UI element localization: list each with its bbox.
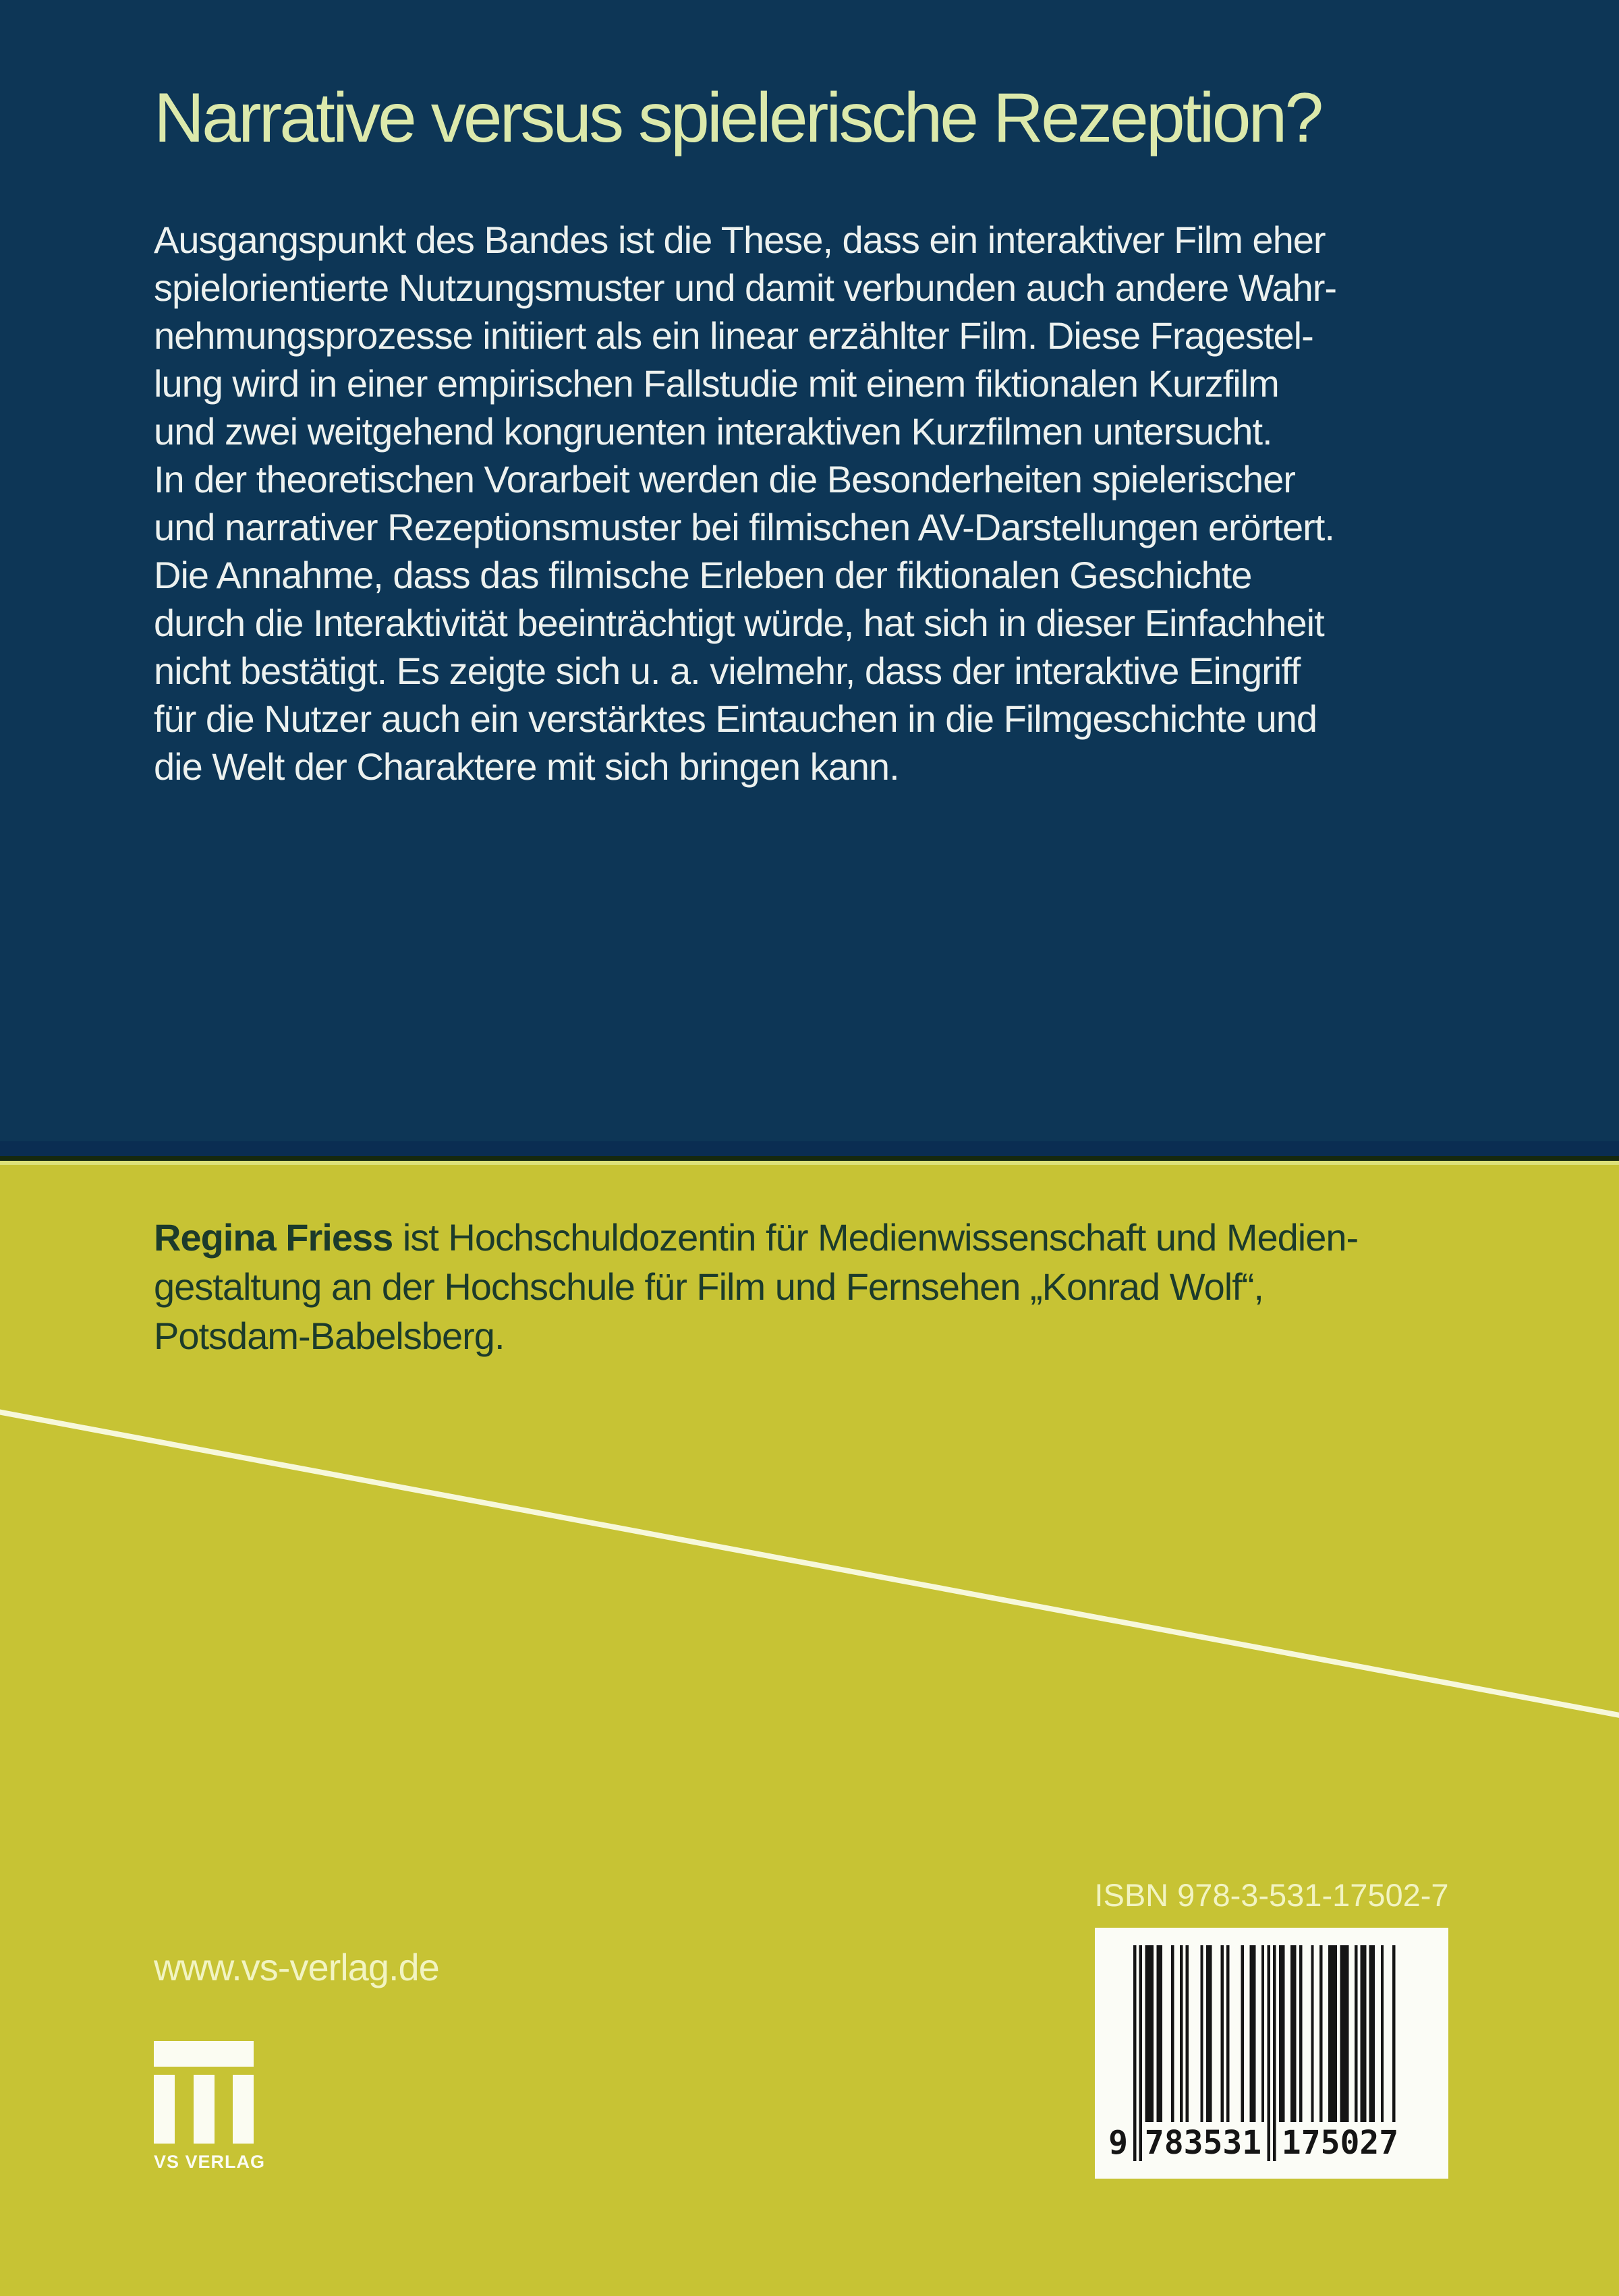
website-url: www.vs-verlag.de <box>154 1946 439 1988</box>
logo-mark-column <box>194 2075 215 2144</box>
author-bio <box>154 1213 1358 1360</box>
logo-mark-column <box>233 2075 254 2144</box>
section-divider-dark <box>0 1156 1619 1161</box>
blurb-line: lung wird in einer empirischen Fallstudie mit einem fiktionalen Kurzfilm <box>154 362 1279 405</box>
blurb-line: für die Nutzer auch ein verstärktes Eintauchen in die Filmgeschichte und <box>154 697 1317 740</box>
author-name: Regina Friess <box>154 1216 393 1259</box>
logo-mark-top-bar <box>154 2041 254 2067</box>
blurb-line: und zwei weitgehend kongruenten interaktiven Kurzfilmen untersucht. <box>154 410 1272 453</box>
author-bio-line <box>154 1213 1358 1262</box>
logo-mark-columns <box>154 2075 254 2144</box>
blurb-line: die Welt der Charaktere mit sich bringen kann. <box>154 745 899 788</box>
barcode <box>1095 1928 1448 2179</box>
section-divider-band <box>0 1141 1619 1156</box>
blurb-line: und narrativer Rezeptionsmuster bei filmischen AV-Darstellungen erörtert. <box>154 506 1334 548</box>
blurb-line: durch die Interaktivität beeinträchtigt würde, hat sich in dieser Einfachheit <box>154 602 1324 644</box>
blurb-line: spielorientierte Nutzungsmuster und damit verbunden auch andere Wahr- <box>154 266 1337 309</box>
blurb-section <box>0 0 1619 1141</box>
barcode-digit-group: 175027 <box>1279 2122 1401 2164</box>
logo-mark-column <box>154 2075 175 2144</box>
publisher-logo <box>154 2041 266 2173</box>
blurb-line: nicht bestätigt. Es zeigte sich u. a. vielmehr, dass der interaktive Eingriff <box>154 650 1301 692</box>
blurb-line: nehmungsprozesse initiiert als ein linear erzählter Film. Diese Fragestel- <box>154 314 1313 357</box>
author-bio-text: ist Hochschuldozentin für Medienwissenschaft und Medien- <box>393 1216 1359 1259</box>
publisher-name: VS VERLAG <box>154 2152 266 2172</box>
blurb-line: Die Annahme, dass das filmische Erleben der fiktionalen Geschichte <box>154 554 1252 596</box>
barcode-digits <box>1108 2122 1410 2164</box>
blurb-line: Ausgangspunkt des Bandes ist die These, dass ein interaktiver Film eher <box>154 219 1326 261</box>
barcode-digit-group: 783531 <box>1142 2122 1264 2164</box>
isbn-label: ISBN 978-3-531-17502-7 <box>1094 1877 1449 1913</box>
page-title: Narrative versus spielerische Rezeption? <box>154 79 1322 157</box>
author-bio-line: Potsdam-Babelsberg. <box>154 1315 505 1357</box>
blurb-line: In der theoretischen Vorarbeit werden die Besonderheiten spielerischer <box>154 458 1295 500</box>
barcode-digit-lead: 9 <box>1108 2124 1128 2162</box>
author-bio-line: gestaltung an der Hochschule für Film und Fernsehen „Konrad Wolf“, <box>154 1265 1263 1308</box>
blurb-text <box>154 216 1336 791</box>
